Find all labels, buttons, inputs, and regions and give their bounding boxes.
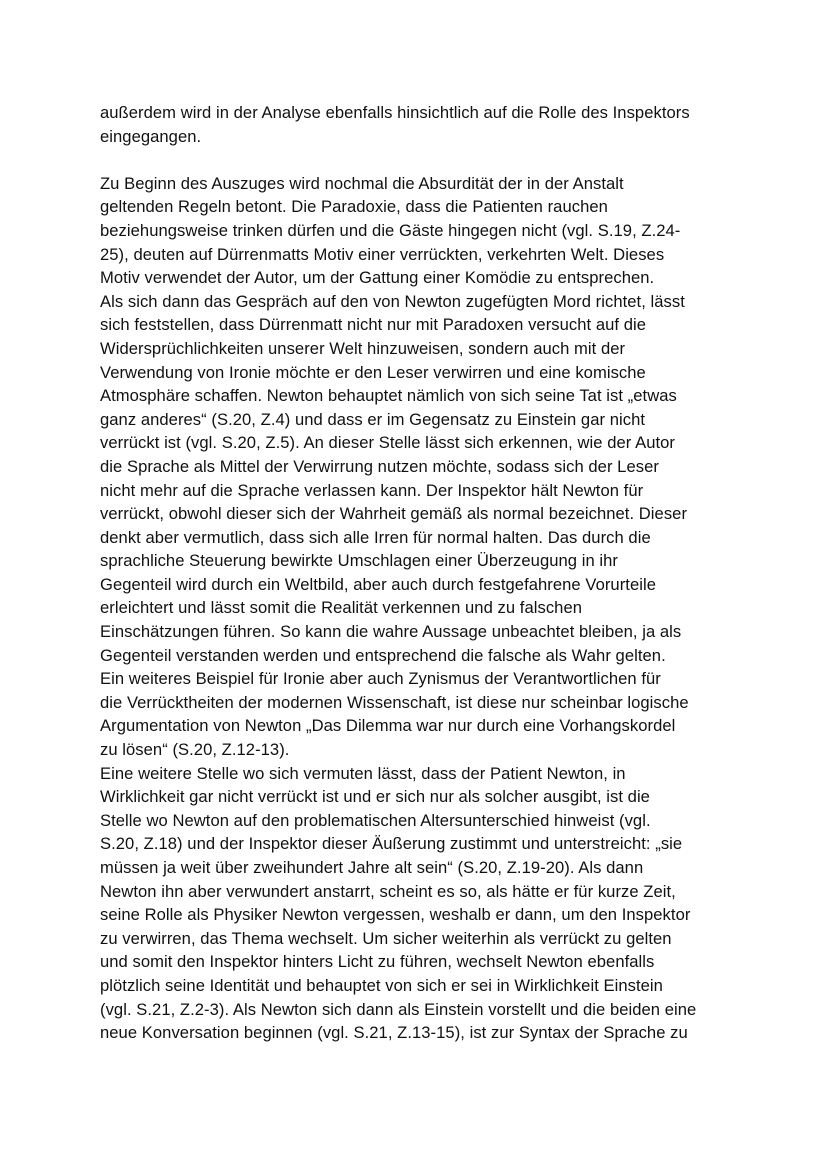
text-line: Widersprüchlichkeiten unserer Welt hinzuweisen, sondern auch mit der: [100, 338, 626, 358]
text-line: Ein weiteres Beispiel für Ironie aber auch Zynismus der Verantwortlichen für: [100, 669, 661, 689]
text-line: Gegenteil wird durch ein Weltbild, aber auch durch festgefahrene Vorurteile: [100, 574, 656, 594]
text-line: Atmosphäre schaffen. Newton behauptet nämlich von sich seine Tat ist „etwas: [100, 386, 677, 406]
text-line: sich feststellen, dass Dürrenmatt nicht nur mit Paradoxen versucht auf die: [100, 315, 647, 335]
text-line: plötzlich seine Identität und behauptet von sich er sei in Wirklichkeit Einstein: [100, 975, 663, 995]
paragraph-intro-end: [100, 101, 740, 148]
text-line: die Sprache als Mittel der Verwirrung nutzen möchte, sodass sich der Leser: [100, 456, 659, 476]
text-line: denkt aber vermutlich, dass sich alle Irren für normal halten. Das durch die: [100, 527, 651, 547]
text-line: beziehungsweise trinken dürfen und die Gäste hingegen nicht (vgl. S.19, Z.24-: [100, 220, 681, 240]
paragraph-analysis: [100, 172, 740, 762]
text-line: zu verwirren, das Thema wechselt. Um sicher weiterhin als verrückt zu gelten: [100, 928, 672, 948]
text-line: nicht mehr auf die Sprache verlassen kann. Der Inspektor hält Newton für: [100, 480, 644, 500]
text-line: 25), deuten auf Dürrenmatts Motiv einer verrückten, verkehrten Welt. Dieses: [100, 244, 665, 264]
text-line: die Verrücktheiten der modernen Wissenschaft, ist diese nur scheinbar logische: [100, 692, 689, 712]
text-line: außerdem wird in der Analyse ebenfalls hinsichtlich auf die Rolle des Inspektors: [100, 103, 690, 122]
text-line: müssen ja weit über zweihundert Jahre alt sein“ (S.20, Z.19-20). Als dann: [100, 858, 644, 877]
text-line: geltenden Regeln betont. Die Paradoxie, dass die Patienten rauchen: [100, 197, 608, 217]
text-line: erleichtert und lässt somit die Realität verkennen und zu falschen: [100, 598, 583, 618]
text-line: S.20, Z.18) und der Inspektor dieser Äußerung zustimmt und unterstreicht: „sie: [100, 834, 683, 854]
text-line: sprachliche Steuerung bewirkte Umschlagen einer Überzeugung in ihr: [100, 551, 618, 571]
text-line: Verwendung von Ironie möchte er den Leser verwirren und eine komische: [100, 362, 646, 382]
text-line: neue Konversation beginnen (vgl. S.21, Z.13-15), ist zur Syntax der Sprache zu: [100, 1023, 688, 1043]
text-line: Als sich dann das Gespräch auf den von Newton zugefügten Mord richtet, lässt: [100, 291, 685, 311]
paragraph-spacer: [100, 148, 740, 172]
text-line: Newton ihn aber verwundert anstarrt, scheint es so, als hätte er für kurze Zeit,: [100, 881, 676, 901]
text-line: eingegangen.: [100, 126, 202, 146]
text-line: Einschätzungen führen. So kann die wahre Aussage unbeachtet bleiben, ja als: [100, 622, 682, 642]
text-line: Argumentation von Newton „Das Dilemma war nur durch eine Vorhangskordel: [100, 716, 676, 736]
text-line: und somit den Inspektor hinters Licht zu führen, wechselt Newton ebenfalls: [100, 952, 655, 972]
text-line: Eine weitere Stelle wo sich vermuten lässt, dass der Patient Newton, in: [100, 763, 626, 783]
text-line: verrückt, obwohl dieser sich der Wahrheit gemäß als normal bezeichnet. Dieser: [100, 504, 688, 524]
paragraph-continued: [100, 762, 740, 1045]
text-line: (vgl. S.21, Z.2-3). Als Newton sich dann als Einstein vorstellt und die beiden eine: [100, 999, 697, 1019]
text-line: Wirklichkeit gar nicht verrückt ist und er sich nur als solcher ausgibt, ist die: [100, 787, 650, 807]
text-line: Motiv verwendet der Autor, um der Gattung einer Komödie zu entsprechen.: [100, 268, 655, 288]
text-line: zu lösen“ (S.20, Z.12-13).: [100, 740, 290, 760]
text-line: Zu Beginn des Auszuges wird nochmal die Absurdität der in der Anstalt: [100, 173, 624, 193]
text-line: ganz anderes“ (S.20, Z.4) und dass er im Gegensatz zu Einstein gar nicht: [100, 409, 646, 429]
document-body: [100, 101, 740, 1045]
text-line: Gegenteil verstanden werden und entsprechend die falsche als Wahr gelten.: [100, 645, 666, 665]
text-line: verrückt ist (vgl. S.20, Z.5). An dieser Stelle lässt sich erkennen, wie der Autor: [100, 433, 675, 453]
text-line: Stelle wo Newton auf den problematischen Altersunterschied hinweist (vgl.: [100, 810, 651, 830]
text-line: seine Rolle als Physiker Newton vergessen, weshalb er dann, um den Inspektor: [100, 905, 691, 925]
